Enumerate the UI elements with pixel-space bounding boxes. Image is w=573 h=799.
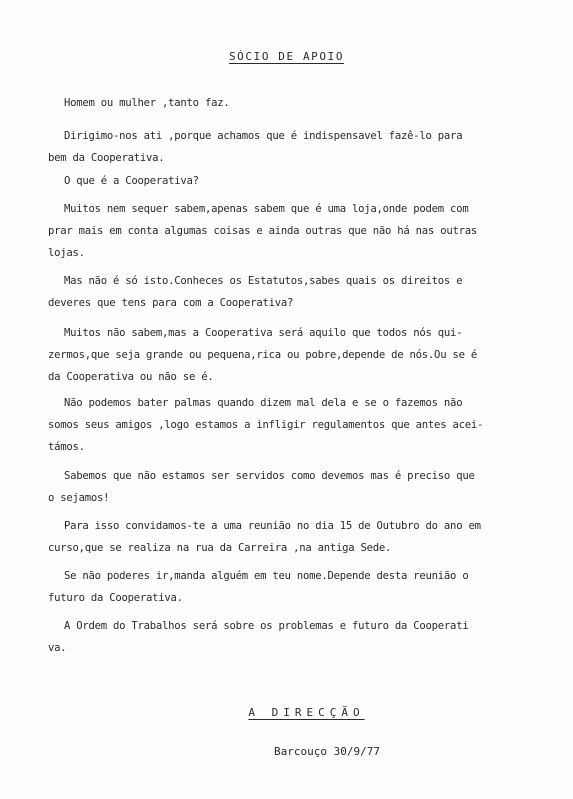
paragraph-line: Se não poderes ir,manda alguém em teu nome.Depende desta reunião o (64, 570, 469, 582)
paragraph-line: da Cooperativa ou não se é. (48, 371, 214, 383)
paragraph-line: Para isso convidamos-te a uma reunião no dia 15 de Outubro do ano em (64, 520, 481, 532)
paragraph (48, 270, 537, 314)
paragraph-line: va. (48, 642, 67, 654)
paragraph-line: lojas. (48, 247, 85, 259)
paragraph (56, 170, 537, 192)
paragraph (48, 565, 537, 609)
paragraph-line: deveres que tens para com a Cooperativa? (48, 297, 294, 309)
paragraph-line: Dirigimo-nos ati ,porque achamos que é indispensavel fazê-lo para (64, 130, 463, 142)
paragraph-line: támos. (48, 441, 85, 453)
signature: A DIRECÇÃO (248, 706, 365, 719)
paragraph-line: somos seus amigos ,logo estamos a infligir regulamentos que antes acei- (48, 419, 484, 431)
paragraph (48, 198, 537, 264)
paragraph-line: curso,que se realiza na rua da Carreira ,na antiga Sede. (48, 542, 392, 554)
paragraph (48, 322, 537, 388)
paragraph-line: Homem ou mulher ,tanto faz. (64, 97, 230, 109)
document-title: SÓCIO DE APOIO (228, 50, 345, 63)
paragraph-line: Sabemos que não estamos ser servidos como devemos mas é preciso que (64, 470, 475, 482)
paragraph (48, 392, 537, 458)
paragraph-line: Muitos não sabem,mas a Cooperativa será aquilo que todos nós qui- (64, 327, 463, 339)
paragraph (48, 465, 537, 509)
paragraph-line: futuro da Cooperativa. (48, 592, 183, 604)
paragraph-line: O que é a Cooperativa? (64, 175, 199, 187)
paragraph-line: Não podemos bater palmas quando dizem mal dela e se o fazemos não (64, 397, 463, 409)
paragraph (48, 125, 537, 169)
date-line: Barcouço 30/9/77 (274, 745, 380, 758)
paragraph-line: prar mais em conta algumas coisas e ainda outras que não há nas outras (48, 225, 477, 237)
paragraph (56, 92, 537, 114)
paragraph-line: A Ordem do Trabalhos será sobre os problemas e futuro da Cooperati (64, 620, 469, 632)
paragraph (48, 615, 537, 659)
paragraph-line: bem da Cooperativa. (48, 152, 165, 164)
paragraph-line: Muitos nem sequer sabem,apenas sabem que é uma loja,onde podem com (64, 203, 469, 215)
paragraph-line: o sejamos! (48, 492, 110, 504)
paragraph-line: Mas não é só isto.Conheces os Estatutos,sabes quais os direitos e (64, 275, 463, 287)
paragraph-line: zermos,que seja grande ou pequena,rica ou pobre,depende de nós.Ou se é (48, 349, 477, 361)
paragraph (48, 515, 537, 559)
